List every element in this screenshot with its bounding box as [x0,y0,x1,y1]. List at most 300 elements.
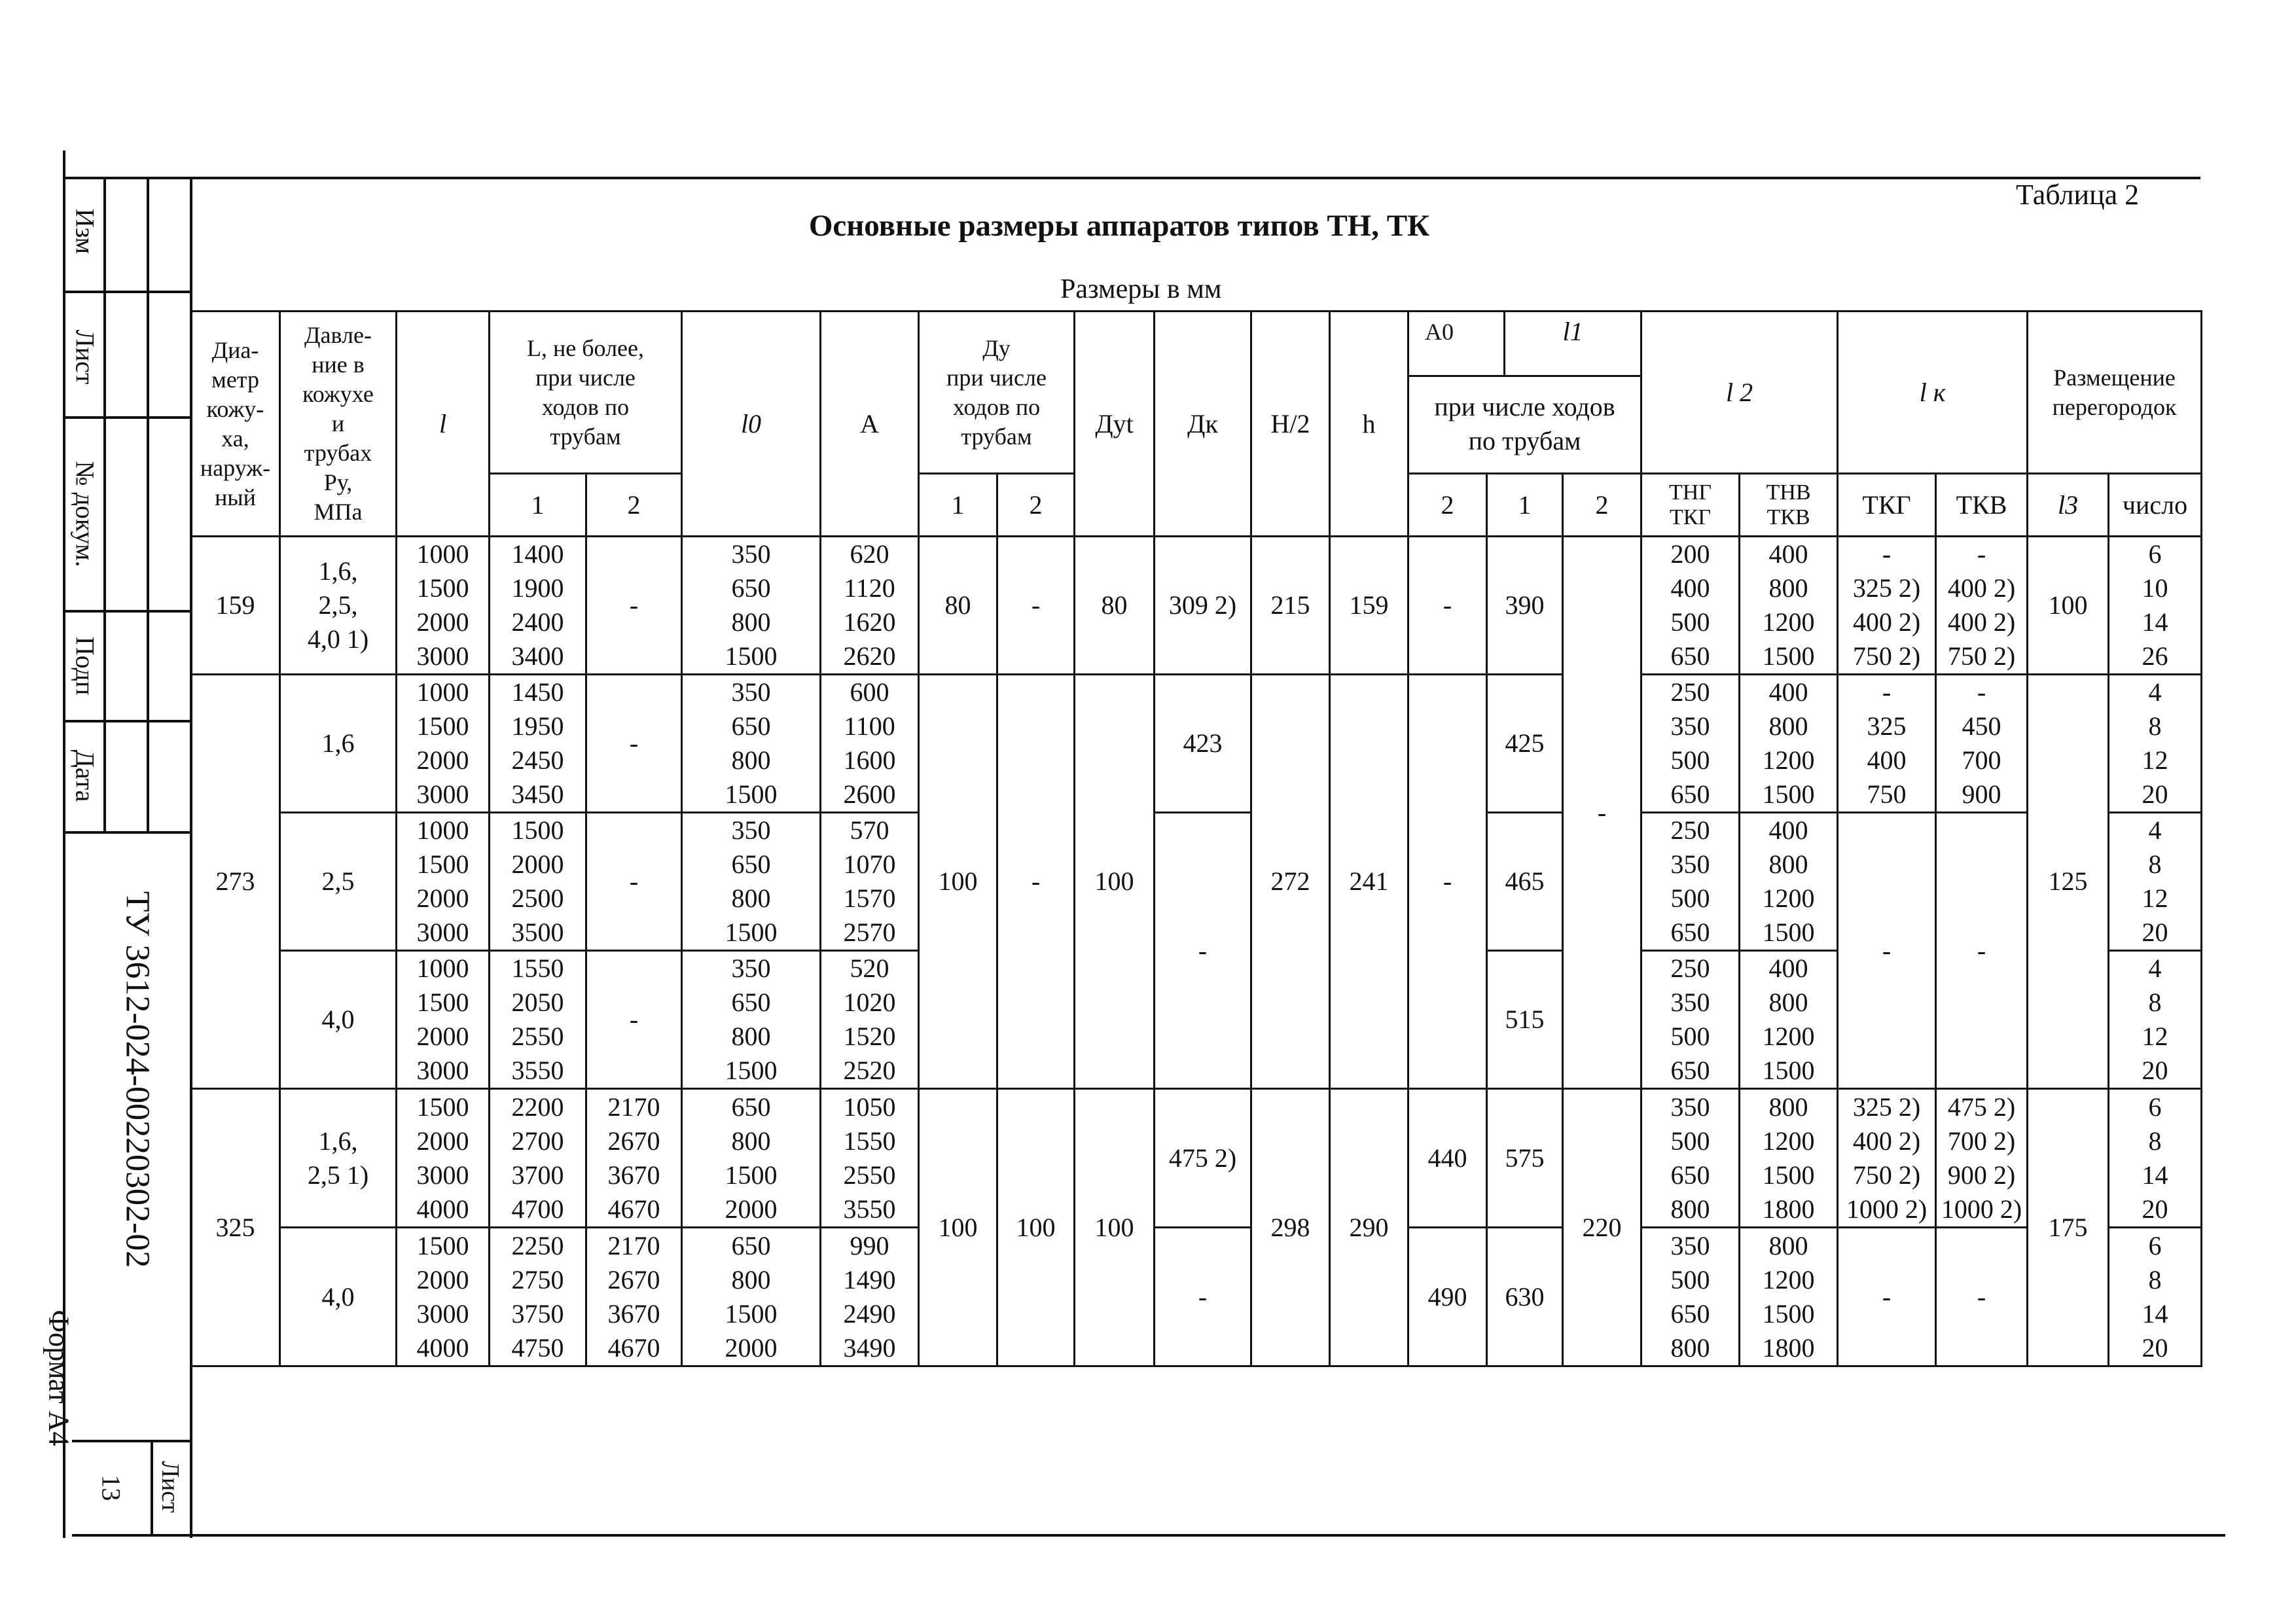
cell-value: 10 [2142,573,2168,603]
cell-value: 1900 [511,573,564,603]
cell-l2-b [1740,1089,1838,1228]
cell-value: 1450 [511,677,564,707]
cell-value: 4700 [511,1194,564,1224]
cell-value: 1070 [843,849,896,879]
cell-Du2: 100 [997,1089,1075,1366]
cell-value: 650 [731,711,771,741]
cell-count [2109,1089,2202,1228]
cell-value: 2050 [511,988,564,1017]
cell-H2: 272 [1251,675,1330,1089]
cell-lk-b [1936,675,2028,813]
cell-value: 1400 [511,539,564,569]
cell-L2 [586,1089,682,1228]
cell-L1 [490,1089,586,1228]
cell-value: 4670 [607,1194,660,1224]
cell-value: 2570 [843,918,896,947]
cell-lk-b: - [1936,813,2028,1089]
cell-value: 1500 [725,641,778,671]
cell-value: 900 [1962,779,2001,809]
cell-value: 350 [1670,988,1710,1017]
cell-count [2109,1228,2202,1366]
cell-count [2109,813,2202,951]
header-Dk: Дк [1155,312,1251,537]
cell-Du-t: 100 [1075,1089,1155,1366]
cell-value: 1500 [1762,918,1815,947]
cell-value: 12 [2142,1022,2168,1051]
cell-l1-2: 220 [1563,1089,1641,1366]
cell-value: 1050 [843,1092,896,1122]
stamp-row-line-2 [63,416,191,419]
cell-Dk: - [1155,1228,1251,1366]
cell-lk-a: - [1838,813,1936,1089]
cell-value: 1000 [416,539,469,569]
cell-value: 500 [1670,1264,1710,1294]
cell-value: 3670 [607,1160,660,1190]
cell-value: 1500 [416,1092,469,1122]
cell-value: 20 [2142,779,2168,809]
cell-value: - [1977,677,1986,707]
cell-value: 1550 [843,1126,896,1156]
cell-value: 2500 [511,883,564,913]
cell-value: 650 [731,573,771,603]
cell-value: 3500 [511,918,564,947]
cell-value: 400 [1768,677,1808,707]
header-diameter: Диа- метр кожу- ха, наруж- ный [191,312,280,537]
cell-L2: - [586,675,682,813]
header-H2: Н/2 [1251,312,1330,537]
cell-value: 2250 [511,1230,564,1260]
table-row [191,675,2202,813]
cell-l2-a [1641,675,1740,813]
header-A0-l1-group [1408,312,1641,474]
cell-value: 3550 [511,1056,564,1085]
cell-value: 1800 [1762,1194,1815,1224]
cell-value: 900 2) [1947,1160,2016,1190]
stamp-row-line-1 [63,291,191,293]
cell-value: 2400 [511,607,564,637]
header-L2: 2 [586,474,682,537]
cell-value: 400 [1867,745,1907,775]
cell-value: 1200 [1762,883,1815,913]
cell-Dk: - [1155,813,1251,1089]
cell-Dk: 309 2) [1155,537,1251,675]
cell-pressure: 1,6, 2,5, 4,0 1) [280,537,397,675]
cell-value: 3000 [416,918,469,947]
header-lk-b: ТКВ [1936,474,2028,537]
cell-value: 1100 [844,711,895,741]
header-l: l [397,312,490,537]
cell-value: 6 [2148,539,2162,569]
stamp-col-line-3 [151,1440,153,1537]
stamp-col-line-2 [147,177,149,831]
cell-l2-a [1641,951,1740,1089]
cell-pressure: 4,0 [280,951,397,1089]
cell-lk-a: - [1838,1228,1936,1366]
cell-value: 2000 [511,849,564,879]
sheet-label: Лист [156,1461,184,1513]
cell-value: 6 [2148,1092,2162,1122]
cell-value: 8 [2148,988,2162,1017]
cell-l2-b [1740,675,1838,813]
frame-top-line [190,177,2200,179]
cell-l2-b [1740,951,1838,1089]
cell-value: 1200 [1762,1126,1815,1156]
cell-value: 1570 [843,883,896,913]
cell-pressure: 4,0 [280,1228,397,1366]
stamp-col-line-1 [103,177,106,831]
cell-lk-b [1936,537,2028,675]
cell-lk-a [1838,675,1936,813]
cell-value: 1800 [1762,1332,1815,1363]
cell-value: 520 [850,954,889,983]
cell-value: 2170 [607,1092,660,1122]
cell-value: 350 [731,815,771,845]
cell-value: 6 [2148,1230,2162,1260]
cell-value: 2670 [607,1264,660,1294]
cell-value: 1000 [416,954,469,983]
stamp-list: Лист [70,329,100,385]
header-baffles: Размещение перегородок [2028,312,2202,474]
cell-value: 475 2) [1947,1092,2016,1122]
cell-value: 1490 [843,1264,896,1294]
header-l1-1: 1 [1487,474,1563,537]
cell-Du2: - [997,537,1075,675]
cell-l [397,1089,490,1228]
header-pressure: Давле- ние в кожухе и трубах Ру, МПа [280,312,397,537]
cell-value: 700 [1962,745,2001,775]
cell-l2-a [1641,537,1740,675]
cell-A0: 490 [1408,1228,1487,1366]
table-row [191,1089,2202,1228]
cell-value: 350 [731,954,771,983]
cell-value: 4670 [607,1332,660,1363]
cell-value: 800 [1768,849,1808,879]
cell-l1-2: - [1563,537,1641,1089]
cell-Du1: 80 [919,537,997,675]
cell-L1 [490,951,586,1089]
stamp-row-line-4 [63,720,191,722]
cell-value: 1020 [843,988,896,1017]
cell-value: 800 [731,883,771,913]
cell-l0 [682,1228,821,1366]
cell-value: 650 [1670,918,1710,947]
cell-value: 1500 [1762,1160,1815,1190]
cell-value: 1500 [725,918,778,947]
cell-value: 650 [1670,641,1710,671]
stamp-n-dokum: № докум. [70,461,100,567]
cell-value: 1000 2) [1846,1194,1928,1224]
cell-value: 800 [1768,573,1808,603]
header-l2-a: ТНГ ТКГ [1641,474,1740,537]
cell-H2: 298 [1251,1089,1330,1366]
cell-value: 4 [2148,954,2162,983]
cell-lk-b: - [1936,1228,2028,1366]
cell-value: 3000 [416,1160,469,1190]
header-l1: l1 [1562,317,1583,346]
cell-value: 650 [1670,1298,1710,1329]
stamp-data: Дата [70,749,100,802]
cell-value: 8 [2148,1264,2162,1294]
cell-value: 650 [731,1092,771,1122]
cell-value: 250 [1670,677,1710,707]
cell-value: 1500 [725,1298,778,1329]
cell-value: 400 2) [1852,1126,1921,1156]
page-title: Основные размеры аппаратов типов ТН, ТК [808,209,1430,243]
cell-value: 1500 [1762,641,1815,671]
cell-value: 1000 [416,677,469,707]
header-A0: А0 [1409,312,1505,375]
cell-l1-1: 465 [1487,813,1563,951]
units-caption: Размеры в мм [1060,274,1222,304]
cell-value: 2000 [416,1022,469,1051]
cell-value: 8 [2148,849,2162,879]
stamp-row-line-6 [72,1440,190,1442]
cell-value: 2750 [511,1264,564,1294]
header-L1: 1 [490,474,586,537]
cell-l2-b [1740,813,1838,951]
cell-value: 400 2) [1947,607,2016,637]
cell-l2-a [1641,1089,1740,1228]
cell-value: 3550 [843,1194,896,1224]
cell-value: 650 [1670,1056,1710,1085]
cell-l0 [682,813,821,951]
cell-value: 650 [1670,779,1710,809]
cell-value: 350 [1670,1092,1710,1122]
cell-value: 20 [2142,1332,2168,1363]
cell-Dk: 475 2) [1155,1089,1251,1228]
cell-value: 325 [1867,711,1907,741]
cell-count [2109,675,2202,813]
cell-A [821,951,919,1089]
cell-l3: 125 [2028,675,2109,1089]
cell-value: 14 [2142,607,2168,637]
cell-value: 1500 [416,988,469,1017]
cell-l2-b [1740,537,1838,675]
cell-value: 350 [1670,849,1710,879]
header-A: А [821,312,919,537]
cell-value: 800 [1768,1230,1808,1260]
cell-value: 8 [2148,711,2162,741]
cell-L1 [490,537,586,675]
cell-value: 1500 [1762,779,1815,809]
cell-A0: - [1408,537,1487,675]
cell-value: 800 [731,1022,771,1051]
cell-l [397,1228,490,1366]
cell-value: 400 [1670,573,1710,603]
cell-value: 400 2) [1947,573,2016,603]
cell-l2-a [1641,813,1740,951]
cell-value: 12 [2142,745,2168,775]
cell-l1-1: 515 [1487,951,1563,1089]
cell-diameter: 325 [191,1089,280,1366]
dimensions-table [190,310,2202,1367]
cell-value: 1000 [416,815,469,845]
header-count: число [2109,474,2202,537]
cell-value: 2200 [511,1092,564,1122]
cell-value: 750 2) [1852,641,1921,671]
cell-value: 1500 [416,573,469,603]
cell-value: 500 [1670,1126,1710,1156]
cell-lk-b [1936,1089,2028,1228]
cell-l [397,951,490,1089]
cell-A [821,1228,919,1366]
cell-Du-t: 100 [1075,675,1155,1089]
cell-value: 570 [850,815,889,845]
cell-value: 1950 [511,711,564,741]
cell-value: 450 [1962,711,2001,741]
cell-L2: - [586,813,682,951]
header-Du-t: Дуt [1075,312,1155,537]
cell-Du-t: 80 [1075,537,1155,675]
cell-value: 2670 [607,1126,660,1156]
cell-l3: 100 [2028,537,2109,675]
cell-value: 1500 [416,1230,469,1260]
cell-Du1: 100 [919,1089,997,1366]
cell-value: 4 [2148,677,2162,707]
cell-value: 700 2) [1947,1126,2016,1156]
cell-value: 2000 [416,745,469,775]
cell-value: 1520 [843,1022,896,1051]
stamp-izm: Изм [70,208,100,255]
header-l2: l 2 [1641,312,1838,474]
cell-h: 290 [1330,1089,1408,1366]
cell-value: - [1882,677,1892,707]
cell-A [821,813,919,951]
cell-lk-a [1838,1089,1936,1228]
cell-value: 200 [1670,539,1710,569]
cell-value: 750 2) [1947,641,2016,671]
cell-value: 650 [731,1230,771,1260]
cell-value: 250 [1670,815,1710,845]
cell-L1 [490,675,586,813]
cell-A [821,537,919,675]
cell-value: 26 [2142,641,2168,671]
cell-value: 800 [731,607,771,637]
cell-value: 2550 [843,1160,896,1190]
cell-A [821,675,919,813]
cell-value: 4000 [416,1194,469,1224]
cell-value: 1200 [1762,1264,1815,1294]
cell-value: 3400 [511,641,564,671]
cell-value: 800 [731,1264,771,1294]
cell-l1-1: 425 [1487,675,1563,813]
cell-value: 14 [2142,1160,2168,1190]
cell-value: 1000 2) [1941,1194,2022,1224]
cell-value: 500 [1670,607,1710,637]
cell-value: 2000 [416,1264,469,1294]
header-l0: l0 [682,312,821,537]
cell-value: 1550 [511,954,564,983]
cell-H2: 215 [1251,537,1330,675]
cell-h: 159 [1330,537,1408,675]
cell-value: 4000 [416,1332,469,1363]
cell-value: 8 [2148,1126,2162,1156]
cell-l0 [682,537,821,675]
cell-value: 350 [731,539,771,569]
cell-value: 1120 [844,573,895,603]
header-passes: при числе ходов по трубам [1434,392,1615,455]
cell-Du1: 100 [919,675,997,1089]
cell-L1 [490,813,586,951]
cell-value: 400 [1768,539,1808,569]
cell-value: 1200 [1762,745,1815,775]
cell-value: 800 [1670,1332,1710,1363]
cell-A0: - [1408,675,1487,1089]
cell-value: 800 [1768,711,1808,741]
cell-value: 3450 [511,779,564,809]
cell-value: 3000 [416,779,469,809]
cell-value: 1200 [1762,1022,1815,1051]
cell-value: 1200 [1762,607,1815,637]
cell-value: - [1977,539,1986,569]
cell-value: 325 2) [1852,1092,1921,1122]
stamp-podp: Подп [70,636,100,696]
cell-value: 2170 [607,1230,660,1260]
cell-value: 20 [2142,1194,2168,1224]
header-h: h [1330,312,1408,537]
document-designation: ТУ 3612-024-00220302-02 [118,891,156,1268]
cell-value: 400 2) [1852,607,1921,637]
cell-A [821,1089,919,1228]
cell-value: 800 [1768,988,1808,1017]
cell-Du2: - [997,675,1075,1089]
cell-count [2109,537,2202,675]
header-l1-2: 2 [1563,474,1641,537]
cell-value: 2700 [511,1126,564,1156]
frame-bottom-line [72,1534,2225,1537]
cell-value: 800 [731,745,771,775]
cell-value: 600 [850,677,889,707]
cell-L1 [490,1228,586,1366]
header-l3: l3 [2028,474,2109,537]
cell-L2: - [586,951,682,1089]
header-lk: l к [1838,312,2028,474]
cell-value: 2000 [416,883,469,913]
cell-value: 800 [1768,1092,1808,1122]
cell-value: 500 [1670,883,1710,913]
cell-L2 [586,1228,682,1366]
cell-value: 2490 [843,1298,896,1329]
cell-value: 650 [1670,1160,1710,1190]
cell-value: 650 [731,849,771,879]
cell-h: 241 [1330,675,1408,1089]
cell-l1-1: 390 [1487,537,1563,675]
cell-value: 3000 [416,1298,469,1329]
cell-value: 3670 [607,1298,660,1329]
cell-value: 20 [2142,1056,2168,1085]
cell-value: 1600 [843,745,896,775]
cell-value: 1500 [1762,1056,1815,1085]
cell-value: - [1882,539,1892,569]
cell-value: 750 2) [1852,1160,1921,1190]
cell-value: 3490 [843,1332,896,1363]
cell-value: 12 [2142,883,2168,913]
cell-value: 1500 [725,1160,778,1190]
cell-l1-1: 630 [1487,1228,1563,1366]
cell-value: 500 [1670,1022,1710,1051]
cell-L2: - [586,537,682,675]
cell-value: 350 [1670,711,1710,741]
cell-l1-1: 575 [1487,1089,1563,1228]
format-label: Формат А4 [43,1310,75,1446]
cell-value: 1500 [725,1056,778,1085]
sheet-number: 13 [96,1474,126,1501]
cell-l3: 175 [2028,1089,2109,1366]
cell-A0: 440 [1408,1089,1487,1228]
cell-value: 3000 [416,1056,469,1085]
cell-diameter: 273 [191,675,280,1089]
table-row [191,813,2202,951]
